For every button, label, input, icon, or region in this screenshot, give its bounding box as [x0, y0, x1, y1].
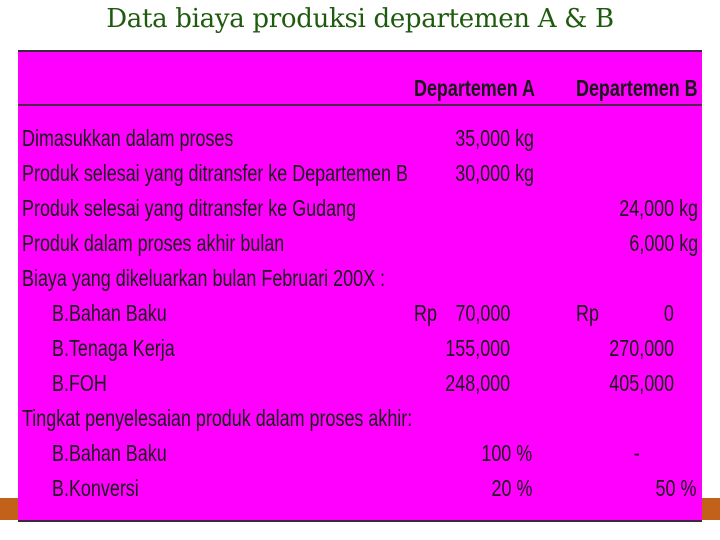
row-value-a: 248,000: [445, 370, 510, 396]
row-label: B.FOH: [52, 370, 107, 396]
row-value-a: 155,000: [445, 335, 510, 361]
row-value-b: 24,000 kg: [619, 195, 698, 221]
row-value-a: 30,000 kg: [455, 160, 534, 186]
row-label: B.Tenaga Kerja: [52, 335, 175, 361]
header-divider: [18, 104, 702, 106]
row-label: B.Bahan Baku: [52, 440, 167, 466]
currency-prefix-b: Rp: [576, 300, 599, 326]
row-value-b: 6,000 kg: [629, 230, 698, 256]
row-label: B.Bahan Baku: [52, 300, 167, 326]
section-label-penyelesaian: Tingkat penyelesaian produk dalam proses akhir:: [22, 405, 413, 431]
row-label: Produk dalam proses akhir bulan: [22, 230, 285, 256]
row-value-b: 50 %: [655, 475, 696, 501]
header-departemen-b: Departemen B: [576, 75, 698, 101]
data-table-panel: [18, 50, 702, 522]
row-value-b: 0: [664, 300, 674, 326]
row-label: Dimasukkan dalam proses: [22, 125, 234, 151]
header-departemen-a: Departemen A: [414, 75, 535, 101]
row-value-b: -: [634, 440, 640, 466]
row-value-a: 20 %: [491, 475, 532, 501]
row-label: B.Konversi: [52, 475, 139, 501]
row-value-a: 100 %: [481, 440, 532, 466]
row-label: Produk selesai yang ditransfer ke Gudang: [22, 195, 357, 221]
currency-prefix-a: Rp: [414, 300, 437, 326]
row-value-b: 405,000: [609, 370, 674, 396]
row-value-a: 70,000: [455, 300, 510, 326]
row-label: Produk selesai yang ditransfer ke Departemen B: [22, 160, 408, 186]
row-value-a: 35,000 kg: [455, 125, 534, 151]
page-title: Data biaya produksi departemen A & B: [106, 4, 614, 34]
section-label-biaya: Biaya yang dikeluarkan bulan Februari 200X :: [22, 265, 386, 291]
row-value-b: 270,000: [609, 335, 674, 361]
